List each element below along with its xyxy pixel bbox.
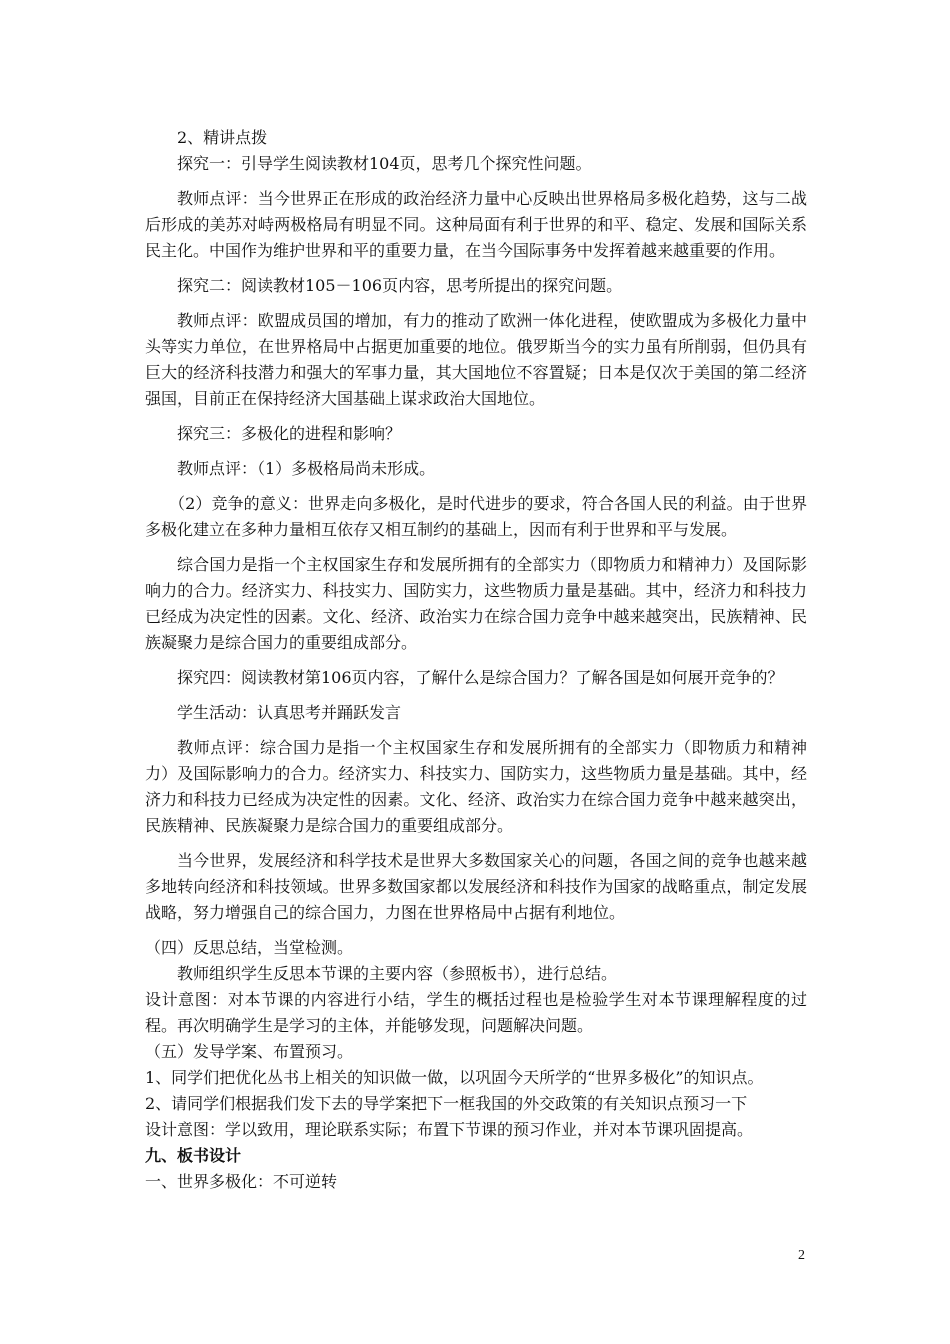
section-four-heading: （四）反思总结，当堂检测。 — [145, 938, 354, 957]
competition-significance: （2）竞争的意义：世界走向多极化，是时代进步的要求，符合各国人民的利益。由于世界多极化建立在多种力量相互依存又相互制约的基础上，因而有利于世界和平与发展。 — [145, 494, 807, 539]
teacher-summary: 教师组织学生反思本节课的主要内容（参照板书），进行总结。 — [177, 964, 618, 983]
homework-item-two: 2、请同学们根据我们发下去的导学案把下一框我国的外交政策的有关知识点预习一下 — [145, 1094, 748, 1113]
board-design-line-one: 一、世界多极化：不可逆转 — [145, 1172, 338, 1191]
design-intent-one: 设计意图：对本节课的内容进行小结，学生的概括过程也是检验学生对本节课理解程度的过程。再次明确学生是学习的主体，并能够发现，问题解决问题。 — [145, 990, 807, 1035]
inquiry-three: 探究三：多极化的进程和影响？ — [177, 424, 402, 443]
student-activity: 学生活动：认真思考并踊跃发言 — [177, 703, 402, 722]
document-body — [145, 125, 807, 1195]
design-intent-two: 设计意图：学以致用，理论联系实际；布置下节课的预习作业，并对本节课巩固提高。 — [145, 1120, 754, 1139]
inquiry-two: 探究二：阅读教材105－106页内容，思考所提出的探究问题。 — [177, 276, 623, 295]
inquiry-four: 探究四：阅读教材第106页内容，了解什么是综合国力？了解各国是如何展开竞争的？ — [177, 668, 784, 687]
teacher-comment-two: 教师点评：欧盟成员国的增加，有力的推动了欧洲一体化进程，使欧盟成为多极化力量中头等实力单位，在世界格局中占据更加重要的地位。俄罗斯当今的实力虽有所削弱，但仍具有巨大的经济科技潜力和强大的军事力量，其大国地位不容置疑；日本是仅次于美国的第二经济强国，目前正在保持经济大国基础上谋求政治大国地位。 — [145, 311, 807, 408]
inquiry-one: 探究一：引导学生阅读教材104页，思考几个探究性问题。 — [177, 154, 592, 173]
national-power-definition: 综合国力是指一个主权国家生存和发展所拥有的全部实力（即物质力和精神力）及国际影响力的合力。经济实力、科技实力、国防实力，这些物质力量是基础。其中，经济力和科技力已经成为决定性的因素。文化、经济、政治实力在综合国力竞争中越来越突出，民族精神、民族凝聚力是综合国力的重要组成部分。 — [145, 555, 807, 652]
board-design-heading: 九、板书设计 — [145, 1146, 242, 1165]
world-competition-summary: 当今世界，发展经济和科学技术是世界大多数国家关心的问题，各国之间的竞争也越来越多地转向经济和科技领域。世界多数国家都以发展经济和科技作为国家的战略重点，制定发展战略，努力增强自己的综合国力，力图在世界格局中占据有利地位。 — [145, 851, 807, 922]
teacher-comment-one: 教师点评：当今世界正在形成的政治经济力量中心反映出世界格局多极化趋势，这与二战后形成的美苏对峙两极格局有明显不同。这种局面有利于世界的和平、稳定、发展和国际关系民主化。中国作为维护世界和平的重要力量，在当今国际事务中发挥着越来越重要的作用。 — [145, 189, 807, 260]
section-five-heading: （五）发导学案、布置预习。 — [145, 1042, 354, 1061]
teacher-comment-four: 教师点评：综合国力是指一个主权国家生存和发展所拥有的全部实力（即物质力和精神力）及国际影响力的合力。经济实力、科技实力、国防实力，这些物质力量是基础。其中，经济力和科技力已经成为决定性的因素。文化、经济、政治实力在综合国力竞争中越来越突出，民族精神、民族凝聚力是综合国力的重要组成部分。 — [145, 738, 807, 835]
homework-item-one: 1、同学们把优化丛书上相关的知识做一做，以巩固今天所学的“世界多极化”的知识点。 — [145, 1068, 764, 1087]
page-number: 2 — [798, 1248, 805, 1263]
section-heading-jingjiang: 2、精讲点拨 — [177, 128, 268, 147]
teacher-comment-three: 教师点评：（1）多极格局尚未形成。 — [177, 459, 436, 478]
